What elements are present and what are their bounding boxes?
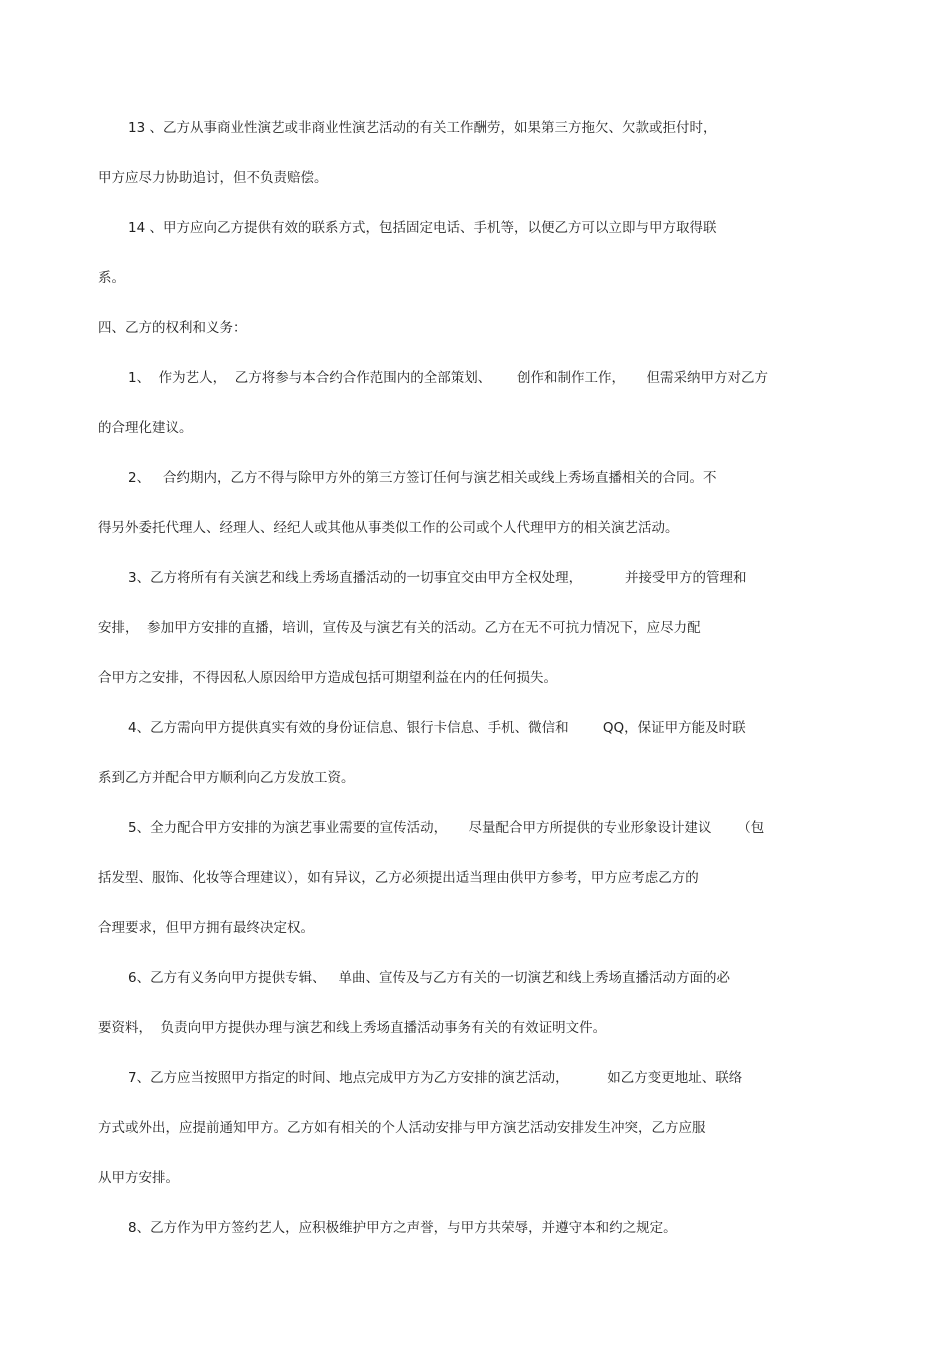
text-line: 甲方应尽力协助追讨，但不负责赔偿。	[98, 170, 328, 186]
text-line: 6、乙方有义务向甲方提供专辑、 单曲、宣传及与乙方有关的一切演艺和线上秀场直播活动方面的必	[128, 970, 730, 986]
text-line: 从甲方安排。	[98, 1170, 179, 1186]
text-line: 得另外委托代理人、经理人、经纪人或其他从事类似工作的公司或个人代理甲方的相关演艺活动。	[98, 520, 679, 536]
text-line: 14 、甲方应向乙方提供有效的联系方式，包括固定电话、手机等，以便乙方可以立即与甲方取得联	[128, 220, 717, 236]
text-line: 4、乙方需向甲方提供真实有效的身份证信息、银行卡信息、手机、微信和 QQ，保证甲方能及时联	[128, 720, 746, 736]
text-line: 合理要求，但甲方拥有最终决定权。	[98, 920, 314, 936]
text-line: 的合理化建议。	[98, 420, 193, 436]
text-line: 括发型、服饰、化妆等合理建议），如有异议，乙方必须提出适当理由供甲方参考，甲方应考虑乙方的	[98, 870, 699, 886]
text-line: 安排， 参加甲方安排的直播，培训，宣传及与演艺有关的活动。乙方在无不可抗力情况下，应尽力配	[98, 620, 701, 636]
text-line: 合甲方之安排，不得因私人原因给甲方造成包括可期望利益在内的任何损失。	[98, 670, 557, 686]
section-heading: 四、乙方的权利和义务：	[98, 320, 247, 336]
text-line: 5、全力配合甲方安排的为演艺事业需要的宣传活动， 尽量配合甲方所提供的专业形象设计建议 （包	[128, 820, 765, 836]
text-line: 8、乙方作为甲方签约艺人，应积极维护甲方之声誉，与甲方共荣辱，并遵守本和约之规定。	[128, 1220, 677, 1236]
text-line: 2、 合约期内，乙方不得与除甲方外的第三方签订任何与演艺相关或线上秀场直播相关的合同。不	[128, 470, 717, 486]
text-line: 3、乙方将所有有关演艺和线上秀场直播活动的一切事宜交由甲方全权处理， 并接受甲方的管理和	[128, 570, 747, 586]
text-line: 1、 作为艺人， 乙方将参与本合约合作范围内的全部策划、 创作和制作工作， 但需采纳甲方对乙方	[128, 370, 768, 386]
text-line: 系。	[98, 270, 125, 286]
text-line: 要资料， 负责向甲方提供办理与演艺和线上秀场直播活动事务有关的有效证明文件。	[98, 1020, 607, 1036]
text-line: 7、乙方应当按照甲方指定的时间、地点完成甲方为乙方安排的演艺活动， 如乙方变更地址、联络	[128, 1070, 743, 1086]
text-line: 方式或外出，应提前通知甲方。乙方如有相关的个人活动安排与甲方演艺活动安排发生冲突，乙方应服	[98, 1120, 706, 1136]
text-line: 系到乙方并配合甲方顺利向乙方发放工资。	[98, 770, 355, 786]
text-line: 13 、乙方从事商业性演艺或非商业性演艺活动的有关工作酬劳，如果第三方拖欠、欠款或拒付时，	[128, 120, 717, 136]
